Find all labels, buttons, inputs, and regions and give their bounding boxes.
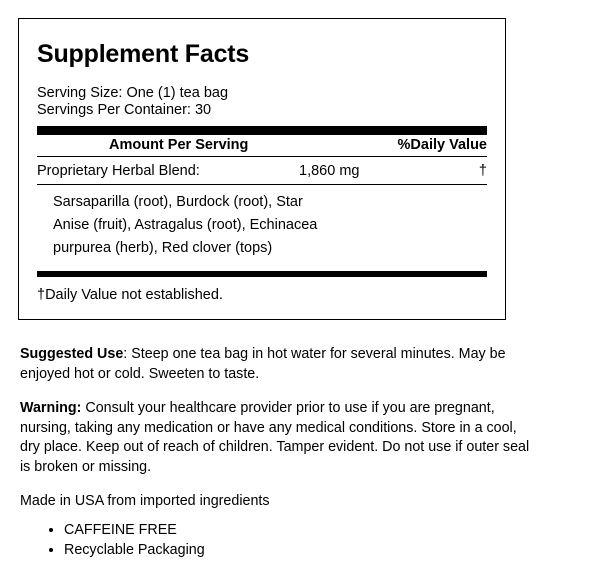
row-label-blend: Proprietary Herbal Blend: xyxy=(37,162,200,179)
ingredient-line: Anise (fruit), Astragalus (root), Echinacea xyxy=(53,216,318,233)
row-daily-value-blend: † xyxy=(478,162,487,179)
suggested-use-text: Steep one tea bag in hot water for several minutes. May be enjoyed hot or cold. Sweeten to taste. xyxy=(20,346,506,382)
claims-list xyxy=(20,520,532,560)
suggested-use-paragraph xyxy=(20,345,532,384)
serving-size: Serving Size: One (1) tea bag xyxy=(37,84,229,101)
warning-paragraph xyxy=(20,399,532,477)
page-title: Supplement Facts xyxy=(37,40,250,68)
list-item: • Recyclable Packaging xyxy=(64,540,532,560)
ingredient-list xyxy=(37,185,487,266)
warning-text: Consult your healthcare provider prior to use if you are pregnant, nursing, taking any medication or have any medical conditions. Store in a cool, dry place. Keep out of reach of children. Tamper evident. Do not use if outer seal is broken or missing. xyxy=(20,400,530,475)
origin-statement: Made in USA from imported ingredients xyxy=(20,493,270,509)
suggested-use-label: Suggested Use xyxy=(20,346,124,362)
row-amount-blend: 1,860 mg xyxy=(299,162,360,179)
suggested-use-colon: : xyxy=(123,346,128,362)
column-header-daily-value: %Daily Value xyxy=(397,136,487,153)
ingredient-line: Sarsaparilla (root), Burdock (root), Star xyxy=(53,193,303,210)
warning-label: Warning: xyxy=(20,400,82,416)
label-body-copy xyxy=(20,345,532,560)
supplement-facts-panel xyxy=(18,18,506,320)
list-item: • CAFFEINE FREE xyxy=(64,520,532,540)
ingredient-line: purpurea (herb), Red clover (tops) xyxy=(53,239,273,256)
table-row xyxy=(37,157,487,184)
column-header-amount: Amount Per Serving xyxy=(109,136,249,153)
daily-value-footnote: †Daily Value not established. xyxy=(37,286,223,303)
divider-thick-top xyxy=(37,126,487,135)
table-header-row xyxy=(37,135,487,156)
servings-per-container: Servings Per Container: 30 xyxy=(37,101,212,118)
